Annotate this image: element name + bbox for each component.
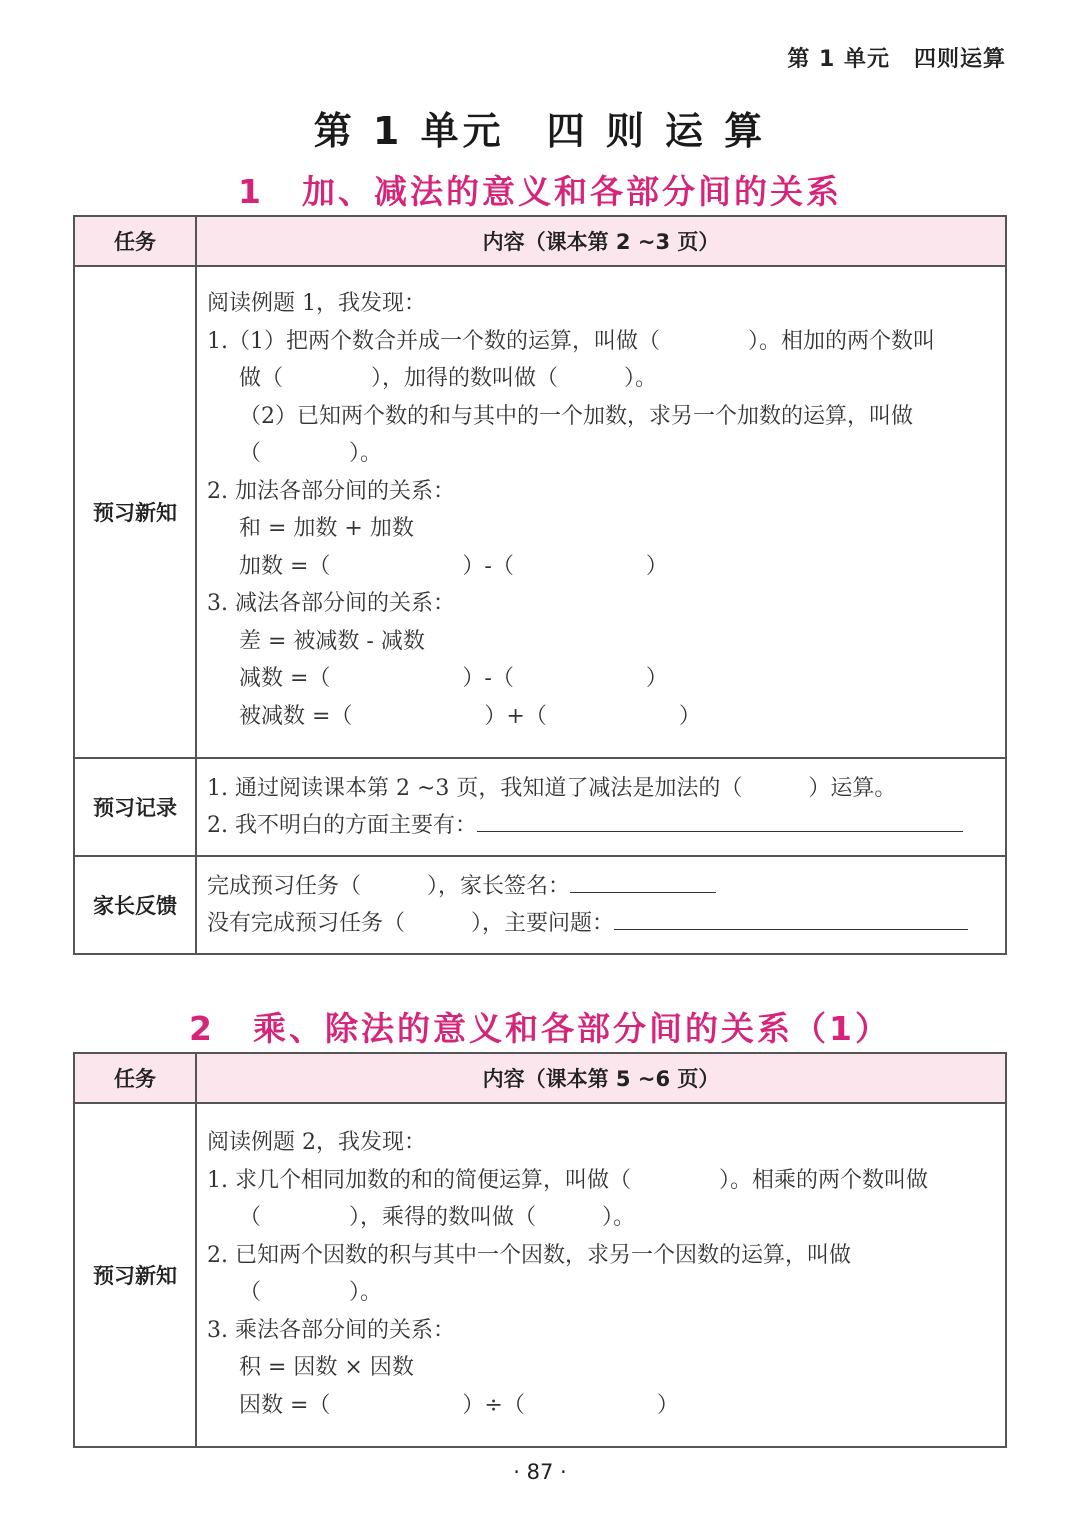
feedback-line bbox=[207, 868, 995, 906]
running-header bbox=[787, 42, 1006, 73]
preview-line: 和 = 加数 + 加数 bbox=[239, 516, 414, 541]
row-label-feedback: 家长反馈 bbox=[74, 856, 196, 954]
preview-line[interactable]: 1.（1）把两个数合并成一个数的运算，叫做（ ）。相加的两个数叫 bbox=[207, 328, 935, 354]
record-question-text: 2. 我不明白的方面主要有： bbox=[207, 813, 477, 838]
record-line bbox=[207, 807, 995, 845]
column-header-content: 内容（课本第 2 ~3 页） bbox=[196, 216, 1006, 266]
problem-blank[interactable] bbox=[614, 907, 968, 930]
lesson-2-heading: 乘、除法的意义和各部分间的关系（1） bbox=[253, 1009, 891, 1048]
preview-line: （2）已知两个数的和与其中的一个加数，求另一个加数的运算，叫做 bbox=[239, 403, 913, 429]
preview-content bbox=[196, 1103, 1006, 1447]
preview-line[interactable]: （ ），乘得的数叫做（ ）。 bbox=[239, 1205, 636, 1230]
preview-line[interactable]: 做（ ），加得的数叫做（ ）。 bbox=[239, 366, 658, 391]
unit-title: 第 1 单元 四 则 运 算 bbox=[313, 109, 767, 153]
preview-line[interactable]: 减数 =（ ）-（ ） bbox=[239, 666, 668, 691]
feedback-line bbox=[207, 905, 995, 943]
lesson-1-heading: 加、减法的意义和各部分间的关系 bbox=[301, 172, 842, 211]
lesson-2-title bbox=[0, 1003, 1080, 1050]
column-header-task: 任务 bbox=[74, 1053, 196, 1103]
preview-line[interactable]: （ ）。 bbox=[239, 441, 383, 466]
lesson-2-number: 2 bbox=[189, 1009, 215, 1048]
column-header-content: 内容（课本第 5 ~6 页） bbox=[196, 1053, 1006, 1103]
feedback-incomplete-text: 没有完成预习任务（ ），主要问题： bbox=[207, 911, 615, 936]
row-label-record: 预习记录 bbox=[74, 758, 196, 856]
row-label-preview: 预习新知 bbox=[74, 266, 196, 758]
table-header-row bbox=[74, 216, 1006, 266]
record-row bbox=[74, 758, 1006, 856]
answer-blank[interactable] bbox=[477, 809, 963, 832]
preview-row bbox=[74, 266, 1006, 758]
preview-line[interactable]: 被减数 =（ ）+（ ） bbox=[239, 703, 701, 729]
lesson-2-table bbox=[73, 1052, 1007, 1448]
feedback-complete-text: 完成预习任务（ ），家长签名： bbox=[207, 873, 571, 899]
record-content bbox=[196, 758, 1006, 856]
feedback-content bbox=[196, 856, 1006, 954]
preview-line: 阅读例题 1，我发现： bbox=[207, 291, 426, 316]
feedback-row bbox=[74, 856, 1006, 954]
preview-line: 差 = 被减数 - 减数 bbox=[239, 628, 425, 654]
row-label-preview: 预习新知 bbox=[74, 1103, 196, 1447]
column-header-task: 任务 bbox=[74, 216, 196, 266]
signature-blank[interactable] bbox=[570, 870, 716, 893]
lesson-1-number: 1 bbox=[238, 172, 264, 211]
record-line[interactable]: 1. 通过阅读课本第 2 ~3 页，我知道了减法是加法的（ ）运算。 bbox=[207, 775, 897, 801]
preview-line[interactable]: 1. 求几个相同加数的和的简便运算，叫做（ ）。相乘的两个数叫做 bbox=[207, 1167, 928, 1193]
preview-content bbox=[196, 266, 1006, 758]
table-header-row bbox=[74, 1053, 1006, 1103]
preview-line: 3. 减法各部分间的关系： bbox=[207, 591, 455, 616]
lesson-1-table bbox=[73, 215, 1007, 955]
preview-line: 积 = 因数 × 因数 bbox=[239, 1355, 414, 1380]
preview-line: 3. 乘法各部分间的关系： bbox=[207, 1317, 455, 1343]
header-topic: 四则运算 bbox=[913, 47, 1006, 72]
lesson-1-title bbox=[0, 166, 1080, 213]
header-unit: 第 1 单元 bbox=[787, 47, 890, 72]
preview-line[interactable]: 加数 =（ ）-（ ） bbox=[239, 553, 668, 579]
page-number: · 87 · bbox=[513, 1460, 567, 1484]
preview-line: 2. 加法各部分间的关系： bbox=[207, 478, 455, 504]
preview-line[interactable]: （ ）。 bbox=[239, 1280, 383, 1305]
preview-row bbox=[74, 1103, 1006, 1447]
preview-line: 阅读例题 2，我发现： bbox=[207, 1130, 426, 1155]
preview-line[interactable]: 因数 =（ ）÷（ ） bbox=[239, 1392, 679, 1418]
preview-line: 2. 已知两个因数的积与其中一个因数，求另一个因数的运算，叫做 bbox=[207, 1242, 851, 1268]
